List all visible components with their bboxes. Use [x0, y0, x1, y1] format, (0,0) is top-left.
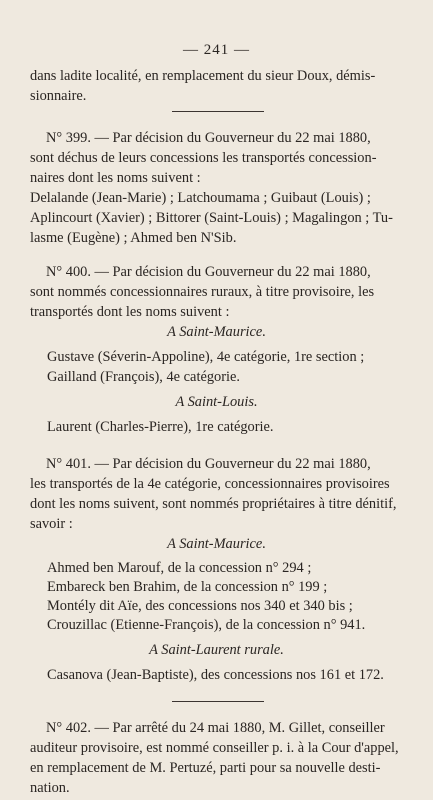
decree-399-line: lasme (Eugène) ; Ahmed ben N'Sib. [30, 230, 237, 246]
concession-entry: Ahmed ben Marouf, de la concession n° 294 ; [47, 560, 312, 576]
concession-entry: Casanova (Jean-Baptiste), des concessions nos 161 et 172. [47, 667, 384, 683]
concession-entry: Gustave (Séverin-Appoline), 4e catégorie, 1re section ; [47, 349, 365, 365]
decree-402-line: N° 402. — Par arrêté du 24 mai 1880, M. Gillet, conseiller [46, 720, 385, 736]
concession-entry: Crouzillac (Etienne-François), de la concession n° 941. [47, 617, 366, 633]
text-line: dans ladite localité, en remplacement du sieur Doux, démis- [30, 68, 376, 84]
place-heading: A Saint-Louis. [175, 394, 258, 410]
decree-399-line: naires dont les noms suivent : [30, 170, 201, 186]
place-heading: A Saint-Laurent rurale. [149, 642, 284, 658]
concession-entry: Embareck ben Brahim, de la concession n° 199 ; [47, 579, 328, 595]
decree-399-line: Aplincourt (Xavier) ; Bittorer (Saint-Louis) ; Magalingon ; Tu- [30, 210, 393, 226]
decree-400-line: sont nommés concessionnaires ruraux, à titre provisoire, les [30, 284, 375, 300]
concession-entry: Gailland (François), 4e catégorie. [47, 369, 240, 385]
concession-entry: Laurent (Charles-Pierre), 1re catégorie. [47, 419, 274, 435]
decree-400-line: N° 400. — Par décision du Gouverneur du 22 mai 1880, [46, 264, 371, 280]
text-line: sionnaire. [30, 88, 87, 104]
decree-401-line: N° 401. — Par décision du Gouverneur du 22 mai 1880, [46, 456, 371, 472]
decree-400-line: transportés dont les noms suivent : [30, 304, 230, 320]
place-heading: A Saint-Maurice. [167, 536, 266, 552]
separator-rule [172, 701, 264, 702]
decree-402-line: en remplacement de M. Pertuzé, parti pour sa nouvelle desti- [30, 760, 381, 776]
decree-402-line: auditeur provisoire, est nommé conseiller p. i. à la Cour d'appel, [30, 740, 399, 756]
concession-entry: Montély dit Aïe, des concessions nos 340 et 340 bis ; [47, 598, 353, 614]
decree-401-line: les transportés de la 4e catégorie, concessionnaires provisoires [30, 476, 390, 492]
place-heading: A Saint-Maurice. [167, 324, 266, 340]
decree-401-line: savoir : [30, 516, 73, 532]
decree-401-line: dont les noms suivent, sont nommés propriétaires à titre dénitif, [30, 496, 397, 512]
decree-399-line: N° 399. — Par décision du Gouverneur du 22 mai 1880, [46, 130, 371, 146]
page-number: — 241 — [183, 42, 250, 58]
separator-rule [172, 111, 264, 112]
decree-399-line: Delalande (Jean-Marie) ; Latchoumama ; Guibaut (Louis) ; [30, 190, 371, 206]
decree-399-line: sont déchus de leurs concessions les transportés concession- [30, 150, 377, 166]
decree-402-line: nation. [30, 780, 70, 796]
